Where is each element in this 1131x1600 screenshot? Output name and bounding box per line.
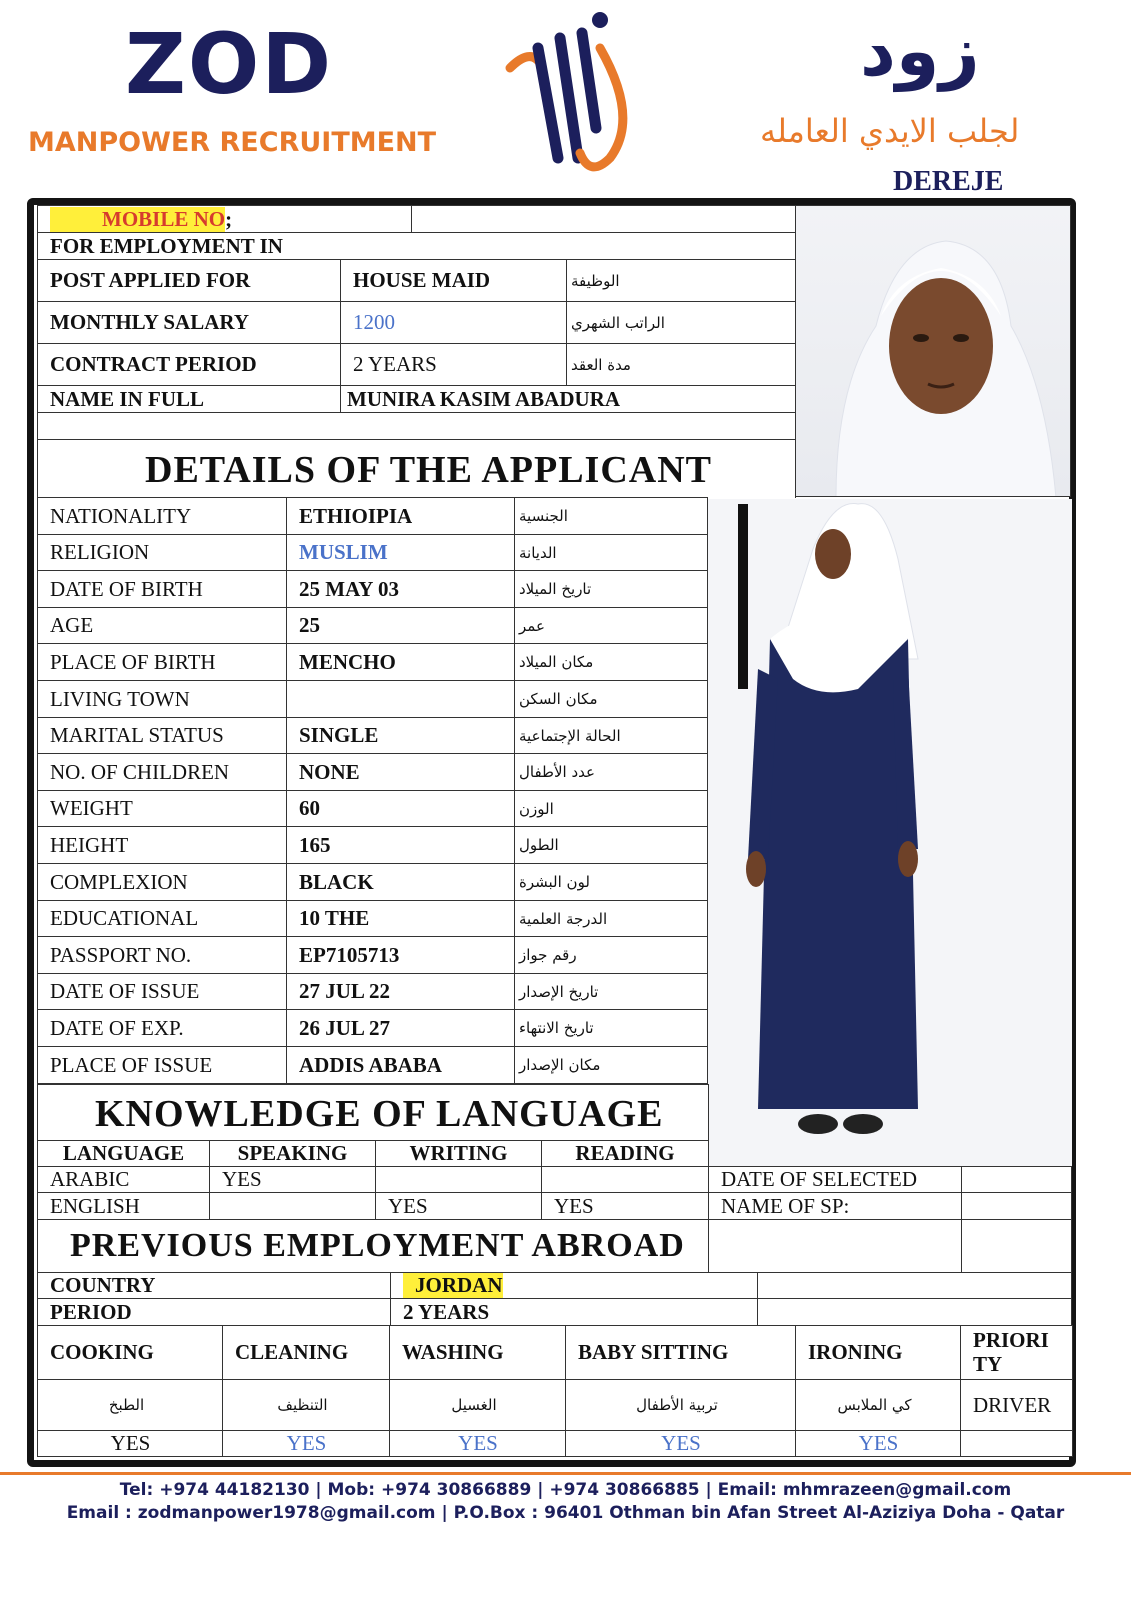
applicant-full-body-photo xyxy=(708,499,1072,1167)
language-title: KNOWLEDGE OF LANGUAGE xyxy=(95,1093,664,1135)
details-title: DETAILS OF THE APPLICANT xyxy=(145,449,713,491)
detail-label: NO. OF CHILDREN xyxy=(37,753,287,791)
name-value: MUNIRA KASIM ABADURA xyxy=(340,385,796,413)
detail-arabic-label: تاريخ الانتهاء xyxy=(514,1009,708,1047)
date-selected-label: DATE OF SELECTED xyxy=(708,1166,962,1193)
detail-value: 26 JUL 27 xyxy=(286,1009,515,1047)
period-label: PERIOD xyxy=(37,1298,391,1326)
detail-arabic-label: الوزن xyxy=(514,790,708,827)
detail-arabic-label: مكان السكن xyxy=(514,680,708,718)
skill-value: YES xyxy=(795,1430,962,1457)
detail-label: NATIONALITY xyxy=(37,497,287,535)
detail-label: RELIGION xyxy=(37,534,287,571)
skill-arabic-label: الغسيل xyxy=(389,1379,567,1431)
post-value: HOUSE MAID xyxy=(340,259,567,302)
detail-value: 60 xyxy=(286,790,515,827)
detail-arabic-label: تاريخ الإصدار xyxy=(514,973,708,1010)
detail-label: WEIGHT xyxy=(37,790,287,827)
salary-label: MONTHLY SALARY xyxy=(37,301,341,344)
skill-arabic-label: تربية الأطفال xyxy=(565,1379,797,1431)
previous-title: PREVIOUS EMPLOYMENT ABROAD xyxy=(70,1227,685,1264)
contract-label: CONTRACT PERIOD xyxy=(37,343,341,386)
footer-contact-line: Tel: +974 44182130 | Mob: +974 30866889 | +974 30866885 | Email: mhmrazeen@gmail.com xyxy=(119,1480,1012,1500)
skill-header: PRIORI TY xyxy=(960,1325,1073,1380)
lang-row-english-speaking xyxy=(209,1192,376,1220)
period-value: 2 YEARS xyxy=(390,1298,758,1326)
brand-logo-text: ZOD xyxy=(125,15,334,113)
detail-label: PASSPORT NO. xyxy=(37,936,287,974)
lang-row-arabic-reading xyxy=(541,1166,709,1193)
country-blank xyxy=(757,1272,1072,1299)
mobile-value xyxy=(411,205,796,233)
detail-value: SINGLE xyxy=(286,717,515,754)
portrait-illustration xyxy=(796,206,1071,497)
detail-arabic-label: عدد الأطفال xyxy=(514,753,708,791)
lang-header-writing: WRITING xyxy=(375,1140,542,1167)
detail-arabic-label: مكان الإصدار xyxy=(514,1046,708,1084)
date-selected-value xyxy=(961,1166,1072,1193)
brand-subtitle: MANPOWER RECRUITMENT xyxy=(28,127,437,158)
skill-header: IRONING xyxy=(795,1325,962,1380)
detail-value xyxy=(286,680,515,718)
skill-header: COOKING xyxy=(37,1325,224,1380)
detail-label: DATE OF BIRTH xyxy=(37,570,287,608)
contract-value: 2 YEARS xyxy=(340,343,567,386)
skill-arabic-label: التنظيف xyxy=(222,1379,391,1431)
detail-value: 27 JUL 22 xyxy=(286,973,515,1010)
detail-label: DATE OF ISSUE xyxy=(37,973,287,1010)
salary-value: 1200 xyxy=(340,301,567,344)
skill-arabic-label: كي الملابس xyxy=(795,1379,962,1431)
brand-logo-arabic: زود xyxy=(860,10,980,92)
lang-row-arabic-language: ARABIC xyxy=(37,1166,210,1193)
previous-blank-a xyxy=(708,1219,962,1273)
brand-mark-icon xyxy=(500,8,650,178)
detail-label: HEIGHT xyxy=(37,826,287,864)
detail-label: MARITAL STATUS xyxy=(37,717,287,754)
lang-row-arabic-speaking: YES xyxy=(209,1166,376,1193)
footer-address-line: Email : zodmanpower1978@gmail.com | P.O.Box : 96401 Othman bin Afan Street Al-Aziziya Doha - Qatar xyxy=(66,1503,1065,1523)
detail-value: MENCHO xyxy=(286,643,515,681)
skill-header: WASHING xyxy=(389,1325,567,1380)
brand-subtitle-arabic: لجلب الايدي العامله xyxy=(760,112,1020,150)
detail-arabic-label: الدرجة العلمية xyxy=(514,900,708,937)
mobile-suffix: ; xyxy=(225,206,233,231)
salary-arabic: الراتب الشهري xyxy=(566,301,796,344)
agent-name: DEREJE xyxy=(893,166,1004,197)
skill-value: YES xyxy=(222,1430,391,1457)
detail-arabic-label: الحالة الإجتماعية xyxy=(514,717,708,754)
detail-label: EDUCATIONAL xyxy=(37,900,287,937)
blank-row xyxy=(37,412,796,440)
mobile-label-cell xyxy=(37,205,412,233)
lang-row-english-language: ENGLISH xyxy=(37,1192,210,1220)
skill-header: CLEANING xyxy=(222,1325,391,1380)
lang-header-speaking: SPEAKING xyxy=(209,1140,376,1167)
detail-value: ETHIOIPIA xyxy=(286,497,515,535)
skill-value: YES xyxy=(565,1430,797,1457)
mobile-label: MOBILE NO xyxy=(50,207,225,232)
detail-value: 10 THE xyxy=(286,900,515,937)
priority-blank xyxy=(960,1430,1073,1457)
skill-value: YES xyxy=(37,1430,224,1457)
detail-arabic-label: تاريخ الميلاد xyxy=(514,570,708,608)
detail-value: ADDIS ABABA xyxy=(286,1046,515,1084)
employment-label: FOR EMPLOYMENT IN xyxy=(37,232,796,260)
detail-value: EP7105713 xyxy=(286,936,515,974)
priority-value: DRIVER xyxy=(960,1379,1073,1431)
footer-divider xyxy=(0,1472,1131,1475)
lang-header-reading: READING xyxy=(541,1140,709,1167)
lang-header-language: LANGUAGE xyxy=(37,1140,210,1167)
detail-label: COMPLEXION xyxy=(37,863,287,901)
lang-row-arabic-writing xyxy=(375,1166,542,1193)
post-label: POST APPLIED FOR xyxy=(37,259,341,302)
name-label: NAME IN FULL xyxy=(37,385,341,413)
lang-row-english-reading: YES xyxy=(541,1192,709,1220)
applicant-portrait-photo xyxy=(795,205,1071,497)
detail-arabic-label: لون البشرة xyxy=(514,863,708,901)
country-value-cell xyxy=(390,1272,758,1299)
detail-label: AGE xyxy=(37,607,287,644)
contract-arabic: مدة العقد xyxy=(566,343,796,386)
detail-value: NONE xyxy=(286,753,515,791)
detail-value: 25 xyxy=(286,607,515,644)
detail-arabic-label: الطول xyxy=(514,826,708,864)
detail-arabic-label: الجنسية xyxy=(514,497,708,535)
previous-blank-b xyxy=(961,1219,1072,1273)
detail-label: PLACE OF ISSUE xyxy=(37,1046,287,1084)
lang-row-english-writing: YES xyxy=(375,1192,542,1220)
country-label: COUNTRY xyxy=(37,1272,391,1299)
country-value: JORDAN xyxy=(403,1273,503,1298)
detail-arabic-label: الديانة xyxy=(514,534,708,571)
skill-header: BABY SITTING xyxy=(565,1325,797,1380)
detail-arabic-label: عمر xyxy=(514,607,708,644)
detail-value: 165 xyxy=(286,826,515,864)
full-body-illustration xyxy=(708,499,1072,1167)
skill-arabic-label: الطبخ xyxy=(37,1379,224,1431)
detail-label: PLACE OF BIRTH xyxy=(37,643,287,681)
detail-arabic-label: مكان الميلاد xyxy=(514,643,708,681)
detail-label: DATE OF EXP. xyxy=(37,1009,287,1047)
detail-value: MUSLIM xyxy=(286,534,515,571)
detail-label: LIVING TOWN xyxy=(37,680,287,718)
period-blank xyxy=(757,1298,1072,1326)
detail-arabic-label: رقم جواز xyxy=(514,936,708,974)
detail-value: BLACK xyxy=(286,863,515,901)
name-sp-value xyxy=(961,1192,1072,1220)
post-arabic: الوظيفة xyxy=(566,259,796,302)
name-sp-label: NAME OF SP: xyxy=(708,1192,962,1220)
skill-value: YES xyxy=(389,1430,567,1457)
detail-value: 25 MAY 03 xyxy=(286,570,515,608)
